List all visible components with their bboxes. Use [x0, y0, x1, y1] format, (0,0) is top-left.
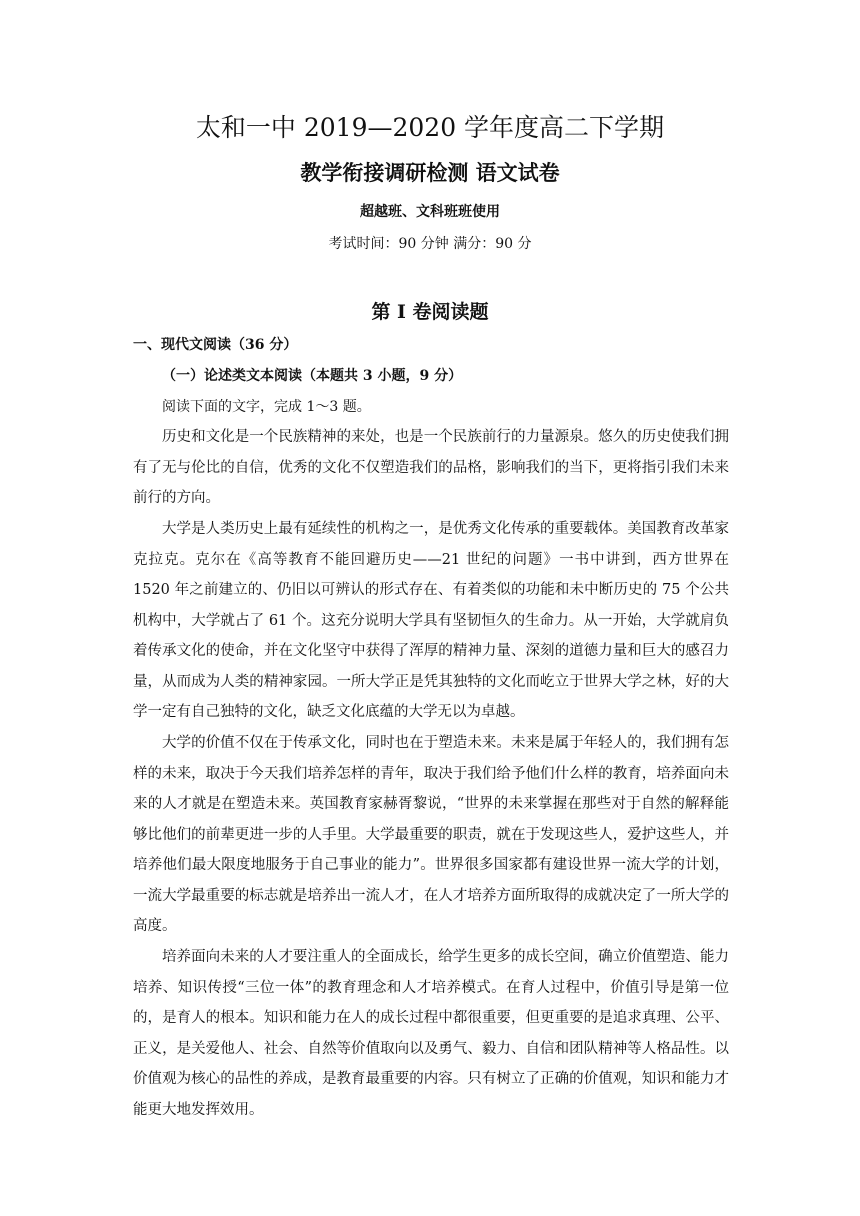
- audience-note: 超越班、文科班班使用: [360, 204, 500, 220]
- exam-time-and-score: 考试时间：90 分钟 满分：90 分: [328, 236, 532, 252]
- passage-paragraph-1: 历史和文化是一个民族精神的来处，也是一个民族前行的力量源泉。悠久的历史使我们拥有了无与伦比的自信，优秀的文化不仅塑造我们的品格，影响我们的当下，更将指引我们未来前行的方向。: [133, 429, 729, 506]
- reading-instruction: 阅读下面的文字，完成 1～3 题。: [162, 399, 371, 415]
- passage-paragraph-3: 大学的价值不仅在于传承文化，同时也在于塑造未来。未来是属于年轻人的，我们拥有怎样的未来，取决于今天我们培养怎样的青年，取决于我们给予他们什么样的教育，培养面向未来的人才就是在塑造未来。英国教育家赫胥黎说，“世界的未来掌握在那些对于自然的解释能够比他们的前辈更进一步的人手里。大学最重要的职责，就在于发现这些人，爱护这些人，并培养他们最大限度地服务于自己事业的能力”。世界很多国家都有建设世界一流大学的计划，一流大学最重要的标志就是培养出一流人才，在人才培养方面所取得的成就决定了一所大学的高度。: [133, 735, 729, 934]
- exam-subtitle: 教学衔接调研检测 语文试卷: [300, 160, 560, 185]
- section-subheading: （一）论述类文本阅读（本题共 3 小题，9 分）: [162, 368, 463, 384]
- passage-paragraph-2: 大学是人类历史上最有延续性的机构之一，是优秀文化传承的重要载体。美国教育改革家克拉克。克尔在《高等教育不能回避历史——21 世纪的问题》一书中讲到，西方世界在 1520 年之前建立的、仍旧以可辨认的形式存在、有着类似的功能和未中断历史的 75 个公共机构中，大学就占了 61 个。这充分说明大学具有坚韧恒久的生命力。从一开始，大学就肩负着传承文化的使命，并在文化坚守中获得了浑厚的精神力量、深刻的道德力量和巨大的感召力量，从而成为人类的精神家园。一所大学正是凭其独特的文化而屹立于世界大学之林，好的大学一定有自己独特的文化，缺乏文化底蕴的大学无以为卓越。: [133, 521, 729, 720]
- part-title: 第 I 卷阅读题: [371, 301, 489, 323]
- section-heading: 一、现代文阅读（36 分）: [133, 337, 298, 353]
- exam-title: 太和一中 2019—2020 学年度高二下学期: [195, 113, 665, 142]
- passage-paragraph-4: 培养面向未来的人才要注重人的全面成长，给学生更多的成长空间，确立价值塑造、能力培养、知识传授“三位一体”的教育理念和人才培养模式。在育人过程中，价值引导是第一位的，是育人的根本。知识和能力在人的成长过程中都很重要，但更重要的是追求真理、公平、正义，是关爱他人、社会、自然等价值取向以及勇气、毅力、自信和团队精神等人格品性。以价值观为核心的品性的养成，是教育最重要的内容。只有树立了正确的价值观，知识和能力才能更大地发挥效用。: [133, 949, 729, 1118]
